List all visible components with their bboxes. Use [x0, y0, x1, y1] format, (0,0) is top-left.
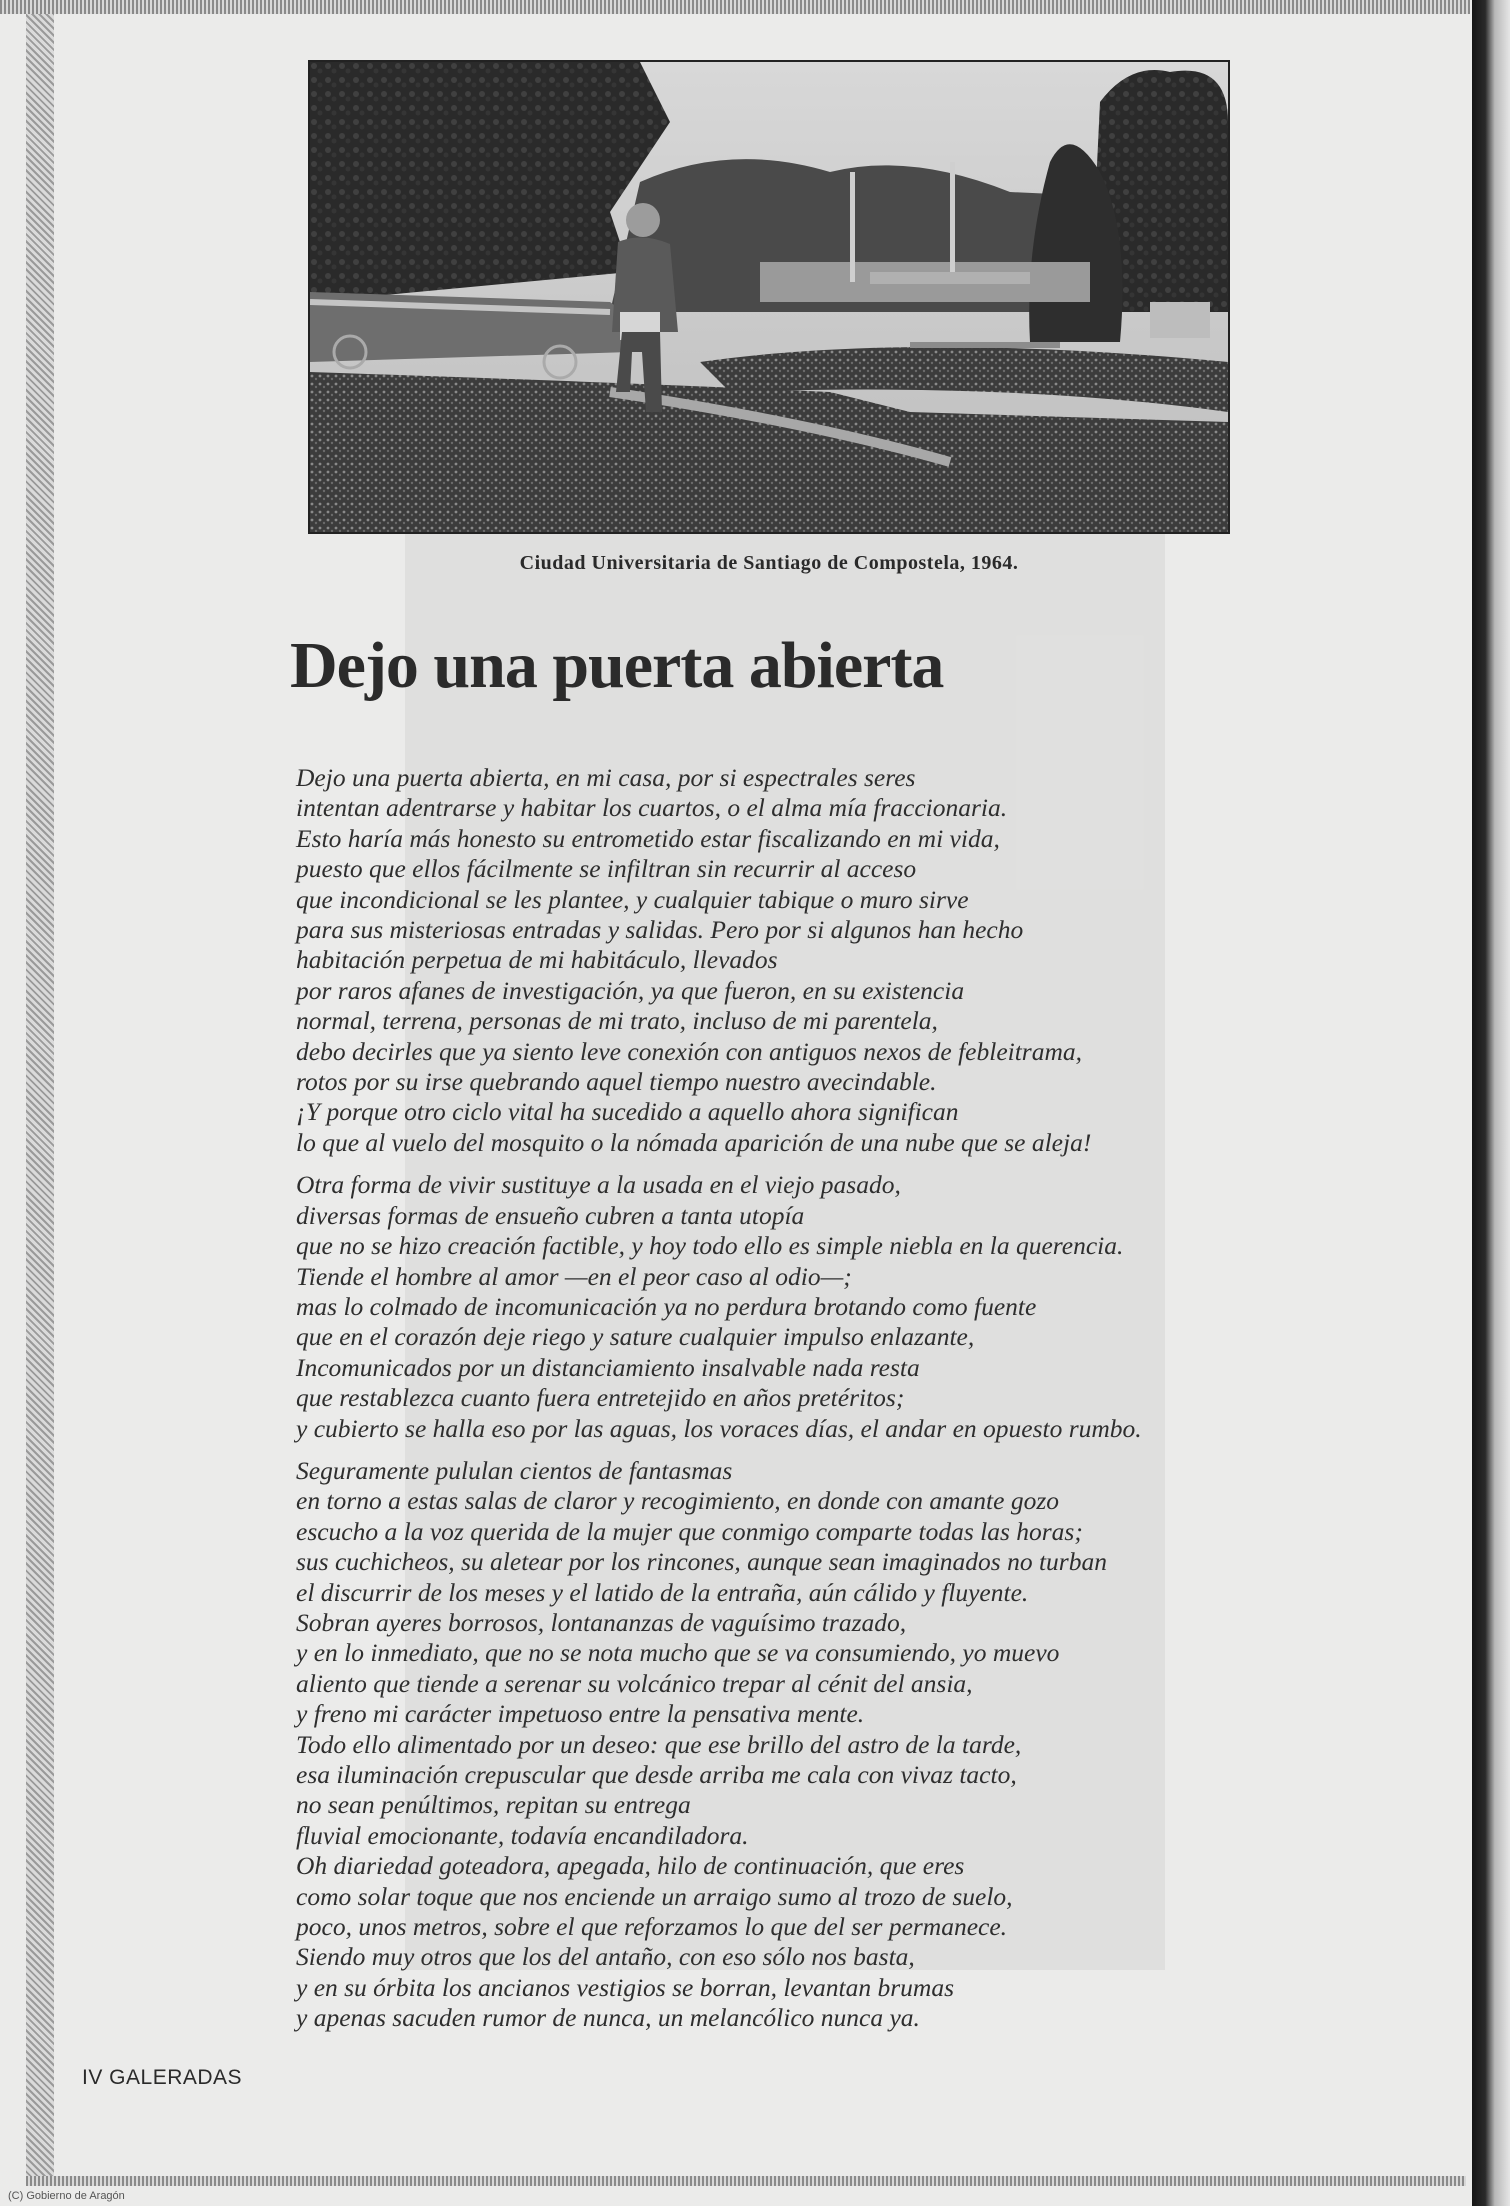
tree-canopy-left: [310, 62, 670, 302]
poem-line: Todo ello alimentado por un deseo: que ese brillo del astro de la tarde,: [296, 1729, 1022, 1759]
poem-line: y en su órbita los ancianos vestigios se borran, levantan brumas: [296, 1972, 955, 2002]
poem-line: escucho a la voz querida de la mujer que conmigo comparte todas las horas;: [296, 1516, 1083, 1546]
poem-stanza: [296, 763, 1366, 1158]
poem-stanza: [296, 1170, 1366, 1444]
poem-line: para sus misteriosas entradas y salidas. Pero por si algunos han hecho: [296, 915, 1024, 945]
poem-body: [296, 763, 1366, 2046]
poem-line: Incomunicados por un distanciamiento insalvable nada resta: [296, 1352, 920, 1382]
poem-line: aliento que tiende a serenar su volcánico trepar al cénit del ansia,: [296, 1668, 973, 1698]
poem-line: Esto haría más honesto su entrometido estar fiscalizando en mi vida,: [296, 823, 1000, 853]
poem-line: por raros afanes de investigación, ya que fueron, en su existencia: [296, 975, 965, 1005]
poem-line: debo decirles que ya siento leve conexión con antiguos nexos de febleitrama,: [296, 1036, 1083, 1066]
poem-line: habitación perpetua de mi habitáculo, llevados: [296, 945, 778, 975]
poem-line: lo que al vuelo del mosquito o la nómada aparición de una nube que se aleja!: [296, 1127, 1092, 1157]
poem-line: sus cuchicheos, su aletear por los rincones, aunque sean imaginados no turban: [296, 1547, 1107, 1577]
poem-line: y en lo inmediato, que no se nota mucho que se va consumiendo, yo muevo: [296, 1638, 1060, 1668]
poem-line: Oh diariedad goteadora, apegada, hilo de continuación, que eres: [296, 1851, 965, 1881]
poem-line: Seguramente pululan cientos de fantasmas: [296, 1455, 733, 1485]
poem-line: y cubierto se halla eso por las aguas, los voraces días, el andar en opuesto rumbo.: [296, 1413, 1142, 1443]
low-wall: [870, 272, 1030, 284]
poem-line: que en el corazón deje riego y sature cualquier impulso enlazante,: [296, 1322, 975, 1352]
poem-line: Tiende el hombre al amor —en el peor caso al odio—;: [296, 1261, 852, 1291]
poem-line: normal, terrena, personas de mi trato, incluso de mi parentela,: [296, 1006, 938, 1036]
poem-line: esa iluminación crepuscular que desde arriba me cala con vivaz tacto,: [296, 1760, 1017, 1789]
path-border: [910, 342, 1060, 348]
poem-line: Siendo muy otros que los del antaño, con eso sólo nos basta,: [296, 1942, 915, 1972]
copyright-notice: (C) Gobierno de Aragón: [8, 2190, 125, 2202]
poem-line: el discurrir de los meses y el latido de la entraña, aún cálido y fluyente.: [296, 1577, 1029, 1607]
page-binding-edge: [1472, 0, 1510, 2206]
poem-line: mas lo colmado de incomunicación ya no perdura brotando como fuente: [296, 1291, 1037, 1321]
poem-line: Sobran ayeres borrosos, lontananzas de vaguísimo trazado,: [296, 1607, 907, 1637]
poem-line: en torno a estas salas de claror y recogimiento, en donde con amante gozo: [296, 1486, 1059, 1516]
poem-line: rotos por su irse quebrando aquel tiempo nuestro avecindable.: [296, 1067, 937, 1097]
photo-caption: Ciudad Universitaria de Santiago de Compostela, 1964.: [519, 552, 1019, 574]
poem-line: como solar toque que nos enciende un arraigo sumo al trozo de suelo,: [296, 1881, 1013, 1911]
poem-line: puesto que ellos fácilmente se infiltran sin recurrir al acceso: [296, 854, 917, 884]
photo-image: [310, 62, 1228, 532]
poem-line: que no se hizo creación factible, y hoy todo ello es simple niebla en la querencia.: [296, 1231, 1124, 1261]
top-hatched-border: [0, 0, 1470, 14]
poem-line: Dejo una puerta abierta, en mi casa, por si espectrales seres: [296, 763, 916, 792]
poem-line: que restablezca cuanto fuera entretejido en años pretéritos;: [296, 1383, 905, 1413]
poem-line: poco, unos metros, sobre el que reforzamos lo que del ser permanece.: [296, 1912, 1008, 1942]
poem-line: fluvial emocionante, todavía encandiladora.: [296, 1820, 749, 1850]
poem-line: y freno mi carácter impetuoso entre la pensativa mente.: [296, 1699, 865, 1729]
bottom-hatched-border: [26, 2176, 1466, 2186]
page-footer: IV GALERADAS: [82, 2066, 243, 2089]
poem-line: ¡Y porque otro ciclo vital ha sucedido a aquello ahora significan: [296, 1097, 959, 1127]
poem-line: diversas formas de ensueño cubren a tanta utopía: [296, 1200, 805, 1230]
stone-block: [1150, 302, 1210, 338]
poem-line: Otra forma de vivir sustituye a la usada en el viejo pasado,: [296, 1170, 901, 1200]
left-hatched-border: [26, 14, 54, 2180]
poem-line: intentan adentrarse y habitar los cuartos, o el alma mía fraccionaria.: [296, 793, 1008, 823]
poem-line: que incondicional se les plantee, y cualquier tabique o muro sirve: [296, 884, 969, 914]
lamp-post: [850, 172, 855, 282]
poem-line: y apenas sacuden rumor de nunca, un melancólico nunca ya.: [296, 2003, 920, 2033]
poem-line: no sean penúltimos, repitan su entrega: [296, 1790, 691, 1820]
garden-photograph: [308, 60, 1230, 534]
poem-title: Dejo una puerta abierta: [290, 629, 944, 702]
poem-stanza: [296, 1456, 1366, 2034]
lamp-post: [950, 162, 955, 282]
